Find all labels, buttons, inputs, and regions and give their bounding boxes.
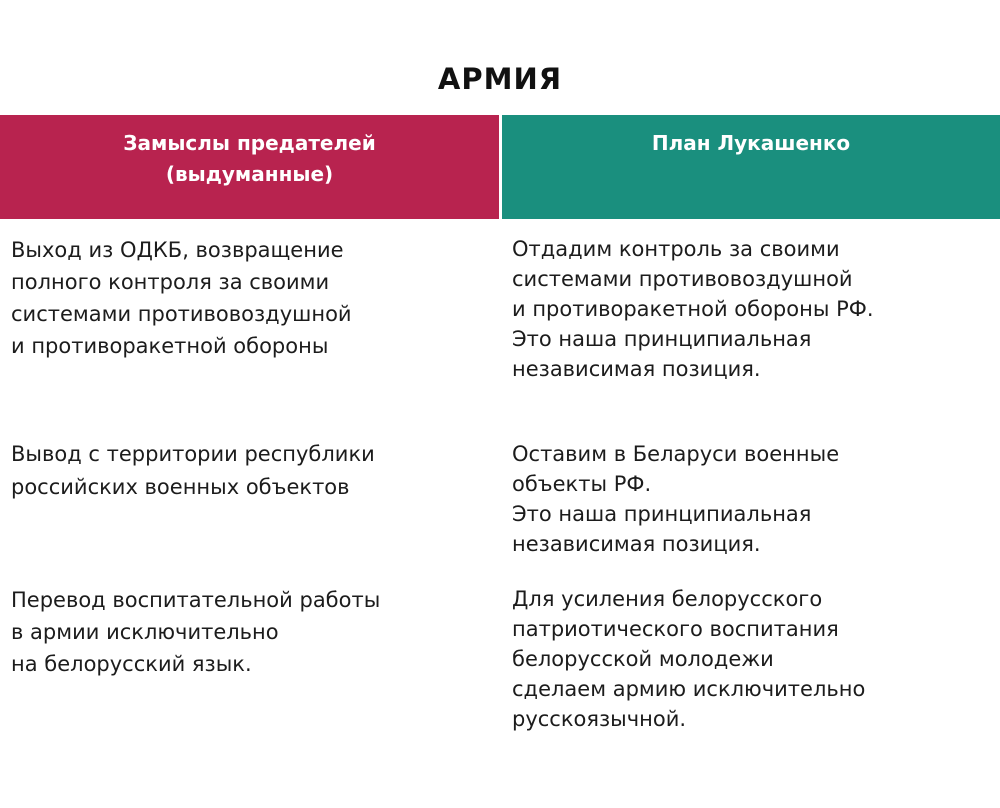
left-header-line-2: (выдуманные) [165, 162, 334, 186]
row-1-left-cell: Выход из ОДКБ, возвращение полного контроля за своими системами противовоздушной и противоракетной обороны [11, 238, 352, 358]
row-1-right-cell: Отдадим контроль за своими системами противовоздушной и противоракетной обороны РФ. Это наша принципиальная независимая позиция. [512, 237, 874, 381]
left-column-header [0, 115, 499, 219]
right-column-header [502, 115, 1000, 219]
right-header-line-1: План Лукашенко [651, 131, 851, 155]
row-3-left-cell: Перевод воспитательной работы в армии исключительно на белорусский язык. [11, 588, 381, 676]
row-3-right-cell: Для усиления белорусского патриотического воспитания белорусской молодежи сделаем армию исключительно русскоязычной. [512, 587, 866, 731]
row-2-right-cell: Оставим в Беларуси военные объекты РФ. Это наша принципиальная независимая позиция. [512, 442, 840, 556]
left-header-line-1: Замыслы предателей [123, 131, 376, 155]
page-title: АРМИЯ [437, 62, 563, 96]
row-2-left-cell: Вывод с территории республики российских военных объектов [11, 442, 375, 499]
